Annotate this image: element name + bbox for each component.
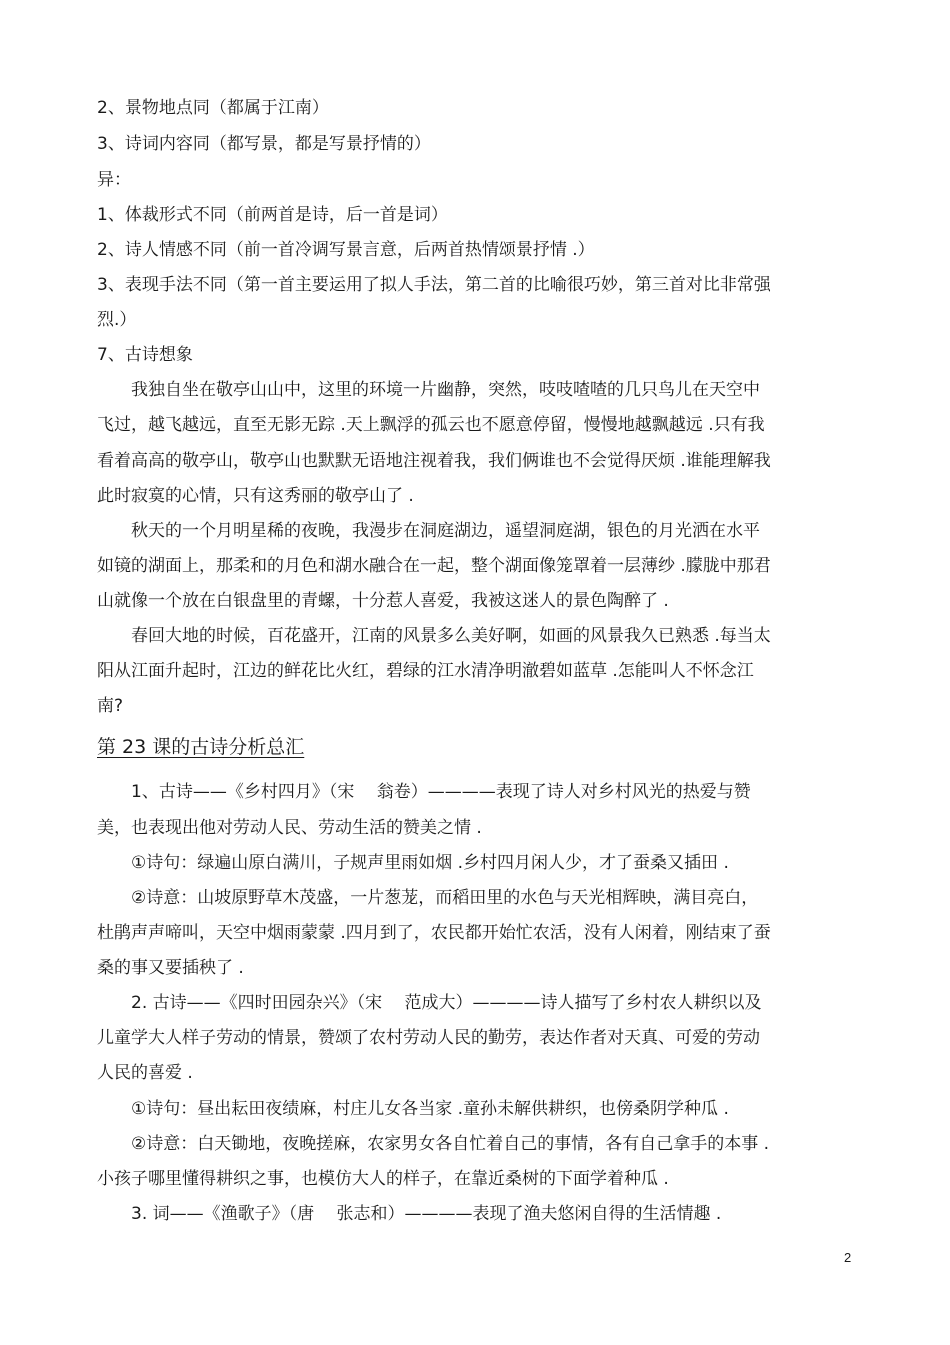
text-line: 2、景物地点同（都属于江南） [97, 98, 329, 118]
text-line: 3、表现手法不同（第一首主要运用了拟人手法，第二首的比喻很巧妙，第三首对比非常强 [97, 275, 771, 295]
text-line: 1、古诗——《乡村四月》（宋 翁卷）————表现了诗人对乡村风光的热爱与赞 [97, 782, 751, 802]
text-line: 3、诗词内容同（都写景，都是写景抒情的） [97, 134, 431, 154]
text-line: 3. 词——《渔歌子》（唐 张志和）————表现了渔夫悠闲自得的生活情趣 . [97, 1204, 722, 1224]
text-line: 阳从江面升起时，江边的鲜花比火红，碧绿的江水清净明澈碧如蓝草 .怎能叫人不怀念江 [97, 661, 754, 681]
text-line: 1、体裁形式不同（前两首是诗，后一首是词） [97, 205, 448, 225]
text-line: 此时寂寞的心情，只有这秀丽的敬亭山了 . [97, 486, 414, 506]
text-line: 秋天的一个月明星稀的夜晚，我漫步在洞庭湖边，遥望洞庭湖，银色的月光洒在水平 [97, 521, 760, 541]
text-line: 儿童学大人样子劳动的情景，赞颂了农村劳动人民的勤劳，表达作者对天真、可爱的劳动 [97, 1028, 760, 1048]
text-line: 山就像一个放在白银盘里的青螺，十分惹人喜爱，我被这迷人的景色陶醉了 . [97, 591, 669, 611]
text-line: 7、古诗想象 [97, 345, 193, 365]
text-line: 异： [97, 170, 131, 190]
text-line: 人民的喜爱 . [97, 1063, 193, 1083]
text-line: ①诗句：绿遍山原白满川，子规声里雨如烟 .乡村四月闲人少，才了蚕桑又插田 . [97, 853, 729, 873]
text-line: 春回大地的时候，百花盛开，江南的风景多么美好啊，如画的风景我久已熟悉 .每当太 [97, 626, 771, 646]
text-line: 2. 古诗——《四时田园杂兴》（宋 范成大）————诗人描写了乡村农人耕织以及 [97, 993, 762, 1013]
text-line: ②诗意：白天锄地，夜晚搓麻，农家男女各自忙着自己的事情，各有自己拿手的本事 . [97, 1134, 770, 1154]
text-line: ②诗意：山坡原野草木茂盛，一片葱茏，而稻田里的水色与天光相辉映，满目亮白， [97, 888, 759, 908]
section-heading: 第 23 课的古诗分析总汇 [97, 736, 305, 758]
text-line: 飞过，越飞越远，直至无影无踪 .天上飘浮的孤云也不愿意停留，慢慢地越飘越远 .只有我 [97, 415, 765, 435]
text-line: 杜鹃声声啼叫，天空中烟雨蒙蒙 .四月到了，农民都开始忙农活，没有人闲着，刚结束了蚕 [97, 923, 771, 943]
page-number: 2 [844, 1250, 852, 1265]
text-line: 烈.） [97, 310, 137, 330]
text-line: 小孩子哪里懂得耕织之事，也模仿大人的样子，在靠近桑树的下面学着种瓜 . [97, 1169, 669, 1189]
text-line: 如镜的湖面上，那柔和的月色和湖水融合在一起，整个湖面像笼罩着一层薄纱 .朦胧中那君 [97, 556, 771, 576]
text-line: 我独自坐在敬亭山山中，这里的环境一片幽静，突然，吱吱喳喳的几只鸟儿在天空中 [97, 380, 760, 400]
text-line: ①诗句：昼出耘田夜绩麻，村庄儿女各当家 .童孙未解供耕织，也傍桑阴学种瓜 . [97, 1099, 729, 1119]
text-line: 2、诗人情感不同（前一首冷调写景言意，后两首热情颂景抒情 .） [97, 240, 595, 260]
text-line: 南? [97, 696, 124, 716]
text-line: 看着高高的敬亭山，敬亭山也默默无语地注视着我，我们俩谁也不会觉得厌烦 .谁能理解我 [97, 451, 771, 471]
text-line: 桑的事又要插秧了 . [97, 958, 244, 978]
text-line: 美，也表现出他对劳动人民、劳动生活的赞美之情 . [97, 818, 482, 838]
